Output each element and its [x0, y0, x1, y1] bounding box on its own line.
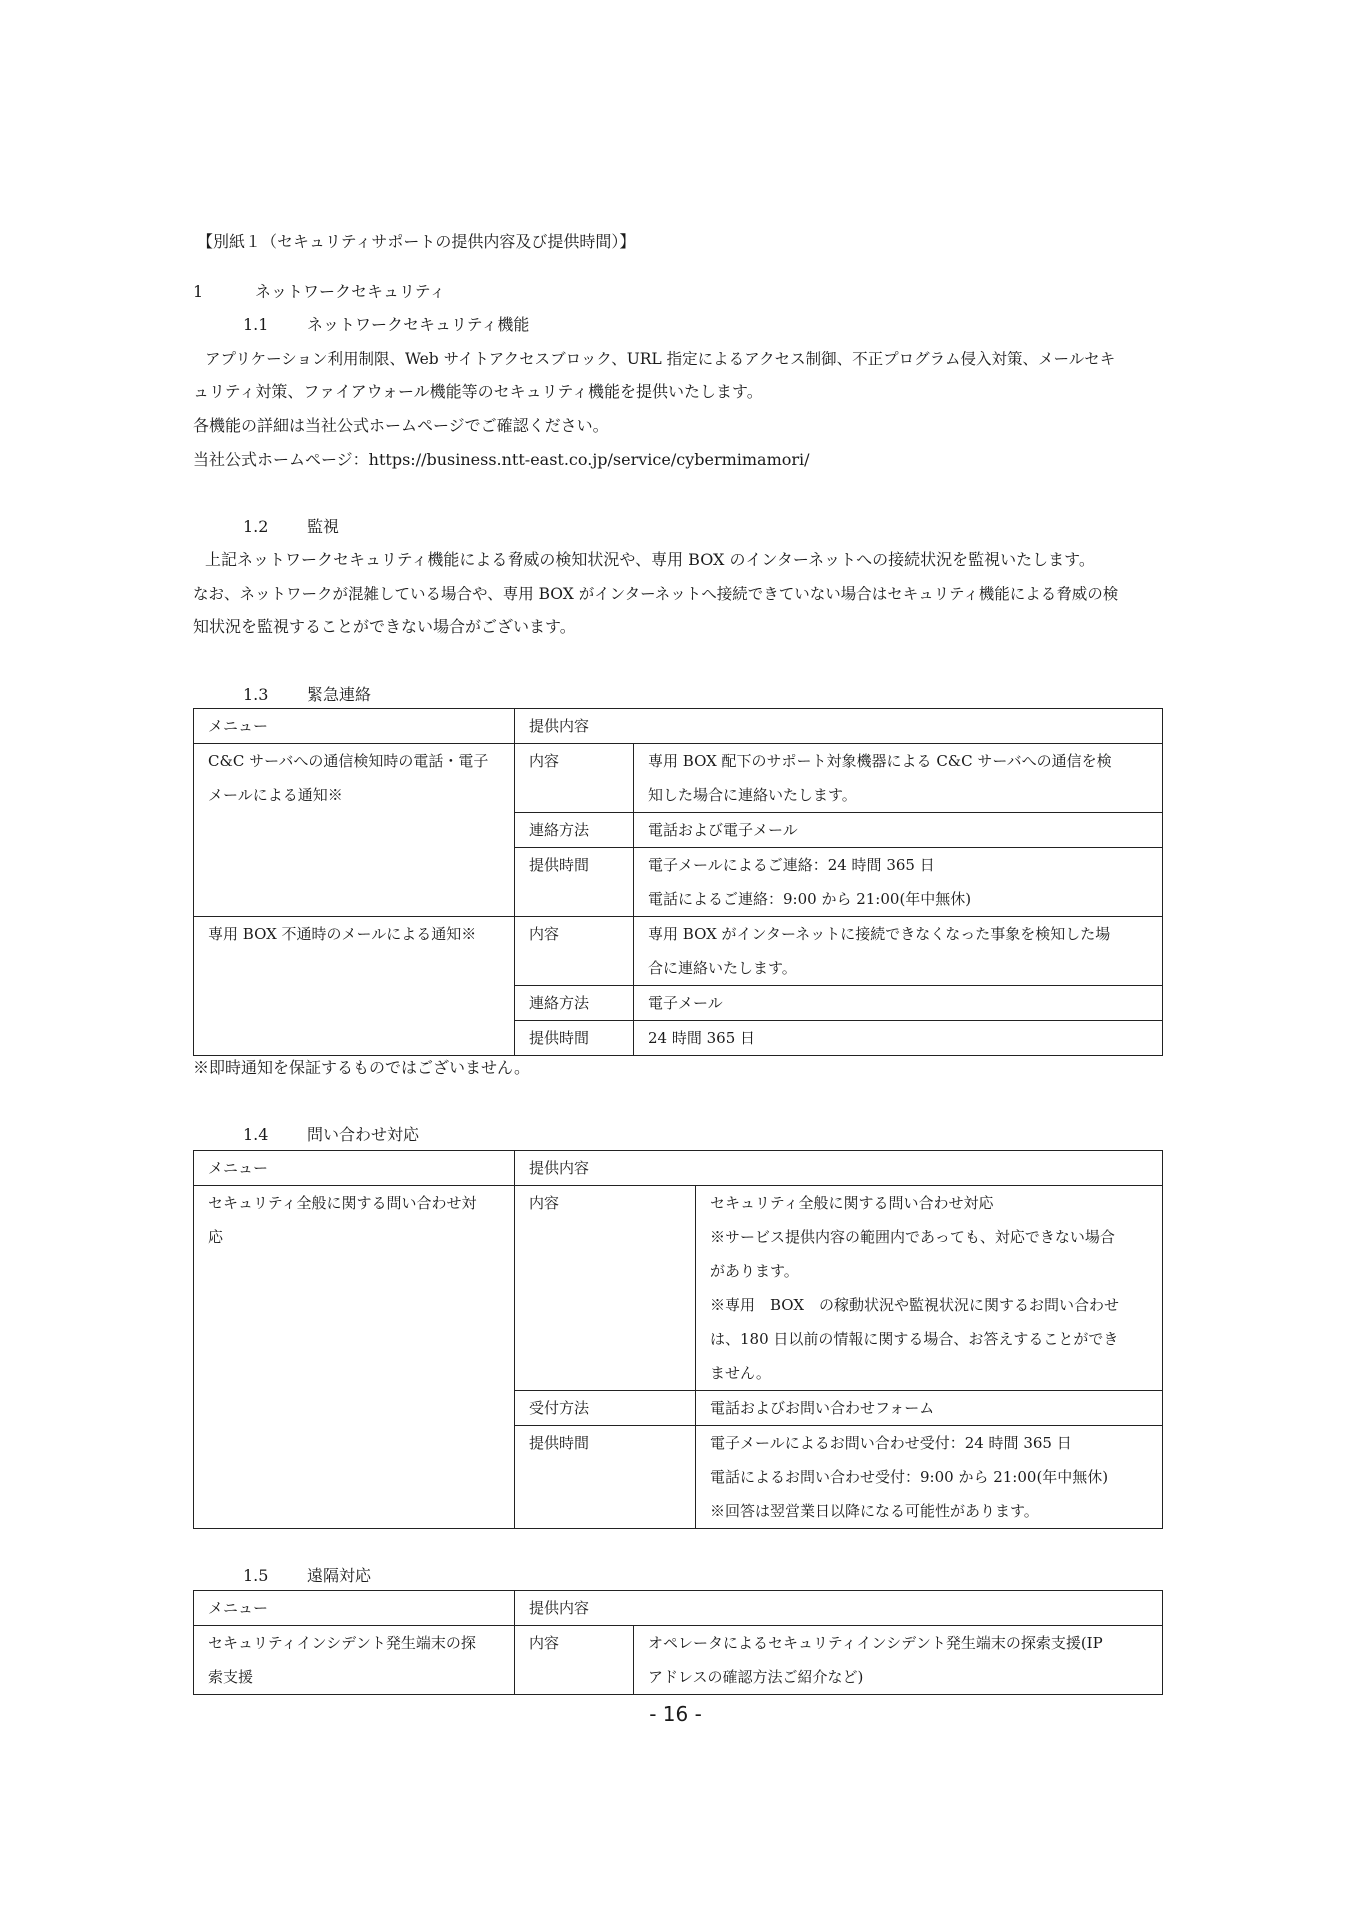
section-1-heading: [193, 282, 445, 302]
section-1-1-title: ネットワークセキュリティ機能: [307, 315, 530, 334]
value-cell: 電子メールによるお問い合わせ受付：24 時間 365 日 電話によるお問い合わせ受付：9:00 から 21:00(年中無休) ※回答は翌営業日以降になる可能性があります。: [696, 1426, 1163, 1529]
key-cell: 提供時間: [515, 1021, 634, 1056]
section-1-5-heading: [243, 1566, 371, 1586]
section-1-1-text-line: アプリケーション利用制限、Web サイトアクセスブロック、URL 指定によるアクセス制御、不正プログラム侵入対策、メールセキ: [205, 350, 1116, 368]
emergency-contact-table: [193, 708, 1163, 1056]
key-cell: 受付方法: [515, 1391, 696, 1426]
remote-support-table: [193, 1590, 1163, 1695]
key-cell: 連絡方法: [515, 986, 634, 1021]
table-row: [194, 1186, 1163, 1391]
section-1-title: ネットワークセキュリティ: [255, 282, 446, 301]
header-menu: メニュー: [194, 1151, 515, 1186]
key-cell: 内容: [515, 1186, 696, 1391]
key-cell: 提供時間: [515, 848, 634, 917]
section-1-1-heading: [243, 315, 529, 335]
value-cell: 24 時間 365 日: [634, 1021, 1163, 1056]
section-1-3-note: ※即時通知を保証するものではございません。: [193, 1058, 530, 1077]
key-cell: 連絡方法: [515, 813, 634, 848]
table-header-row: [194, 1591, 1163, 1626]
section-1-number: 1: [193, 282, 204, 301]
header-content: 提供内容: [515, 709, 1163, 744]
section-1-1-text-line: 各機能の詳細は当社公式ホームページでご確認ください。: [193, 416, 609, 435]
table-row: [194, 1626, 1163, 1695]
section-1-2-title: 監視: [307, 517, 340, 536]
value-cell: 電話およびお問い合わせフォーム: [696, 1391, 1163, 1426]
menu-cell: セキュリティインシデント発生端末の探 索支援: [194, 1626, 515, 1695]
key-cell: 内容: [515, 1626, 634, 1695]
menu-cell: セキュリティ全般に関する問い合わせ対 応: [194, 1186, 515, 1529]
section-1-2-text-line: なお、ネットワークが混雑している場合や、専用 BOX がインターネットへ接続できていない場合はセキュリティ機能による脅威の検: [193, 585, 1119, 603]
section-1-1-url-line: 当社公式ホームページ：https://business.ntt-east.co.jp/service/cybermimamori/: [193, 450, 810, 469]
table-header-row: [194, 709, 1163, 744]
document-title: 【別紙１（セキュリティサポートの提供内容及び提供時間）】: [197, 232, 636, 251]
section-1-2-text-line: 知状況を監視することができない場合がございます。: [193, 617, 576, 636]
header-menu: メニュー: [194, 709, 515, 744]
key-cell: 内容: [515, 917, 634, 986]
section-1-1-text-line: ュリティ対策、ファイアウォール機能等のセキュリティ機能を提供いたします。: [193, 382, 763, 401]
section-1-3-title: 緊急連絡: [307, 685, 372, 704]
section-1-5-number: 1.5: [243, 1566, 269, 1585]
table-header-row: [194, 1151, 1163, 1186]
menu-cell: C&C サーバへの通信検知時の電話・電子 メールによる通知※: [194, 744, 515, 917]
section-1-3-heading: [243, 685, 371, 705]
value-cell: 電話および電子メール: [634, 813, 1163, 848]
section-1-2-text-line: 上記ネットワークセキュリティ機能による脅威の検知状況や、専用 BOX のインターネットへの接続状況を監視いたします。: [205, 550, 1095, 569]
header-content: 提供内容: [515, 1151, 1163, 1186]
section-1-2-number: 1.2: [243, 517, 269, 536]
value-cell: セキュリティ全般に関する問い合わせ対応 ※サービス提供内容の範囲内であっても、対応できない場合 があります。 ※専用 BOX の稼動状況や監視状況に関するお問い合わせ は、180 日以前の情報に関する場合、お答えすることができ ません。: [696, 1186, 1163, 1391]
value-cell: 専用 BOX がインターネットに接続できなくなった事象を検知した場 合に連絡いたします。: [634, 917, 1163, 986]
value-cell: 専用 BOX 配下のサポート対象機器による C&C サーバへの通信を検 知した場合に連絡いたします。: [634, 744, 1163, 813]
section-1-2-heading: [243, 517, 339, 537]
section-1-1-number: 1.1: [243, 315, 269, 334]
menu-cell: 専用 BOX 不通時のメールによる通知※: [194, 917, 515, 1056]
page-number: - 16 -: [649, 1702, 702, 1726]
value-cell: 電子メール: [634, 986, 1163, 1021]
value-cell: オペレータによるセキュリティインシデント発生端末の探索支援(IP アドレスの確認方法ご紹介など): [634, 1626, 1163, 1695]
key-cell: 提供時間: [515, 1426, 696, 1529]
section-1-4-title: 問い合わせ対応: [307, 1125, 420, 1144]
table-row: [194, 744, 1163, 813]
inquiry-support-table: [193, 1150, 1163, 1529]
section-1-4-number: 1.4: [243, 1125, 269, 1144]
value-cell: 電子メールによるご連絡：24 時間 365 日 電話によるご連絡：9:00 から 21:00(年中無休): [634, 848, 1163, 917]
key-cell: 内容: [515, 744, 634, 813]
header-menu: メニュー: [194, 1591, 515, 1626]
section-1-5-title: 遠隔対応: [307, 1566, 372, 1585]
table-row: [194, 917, 1163, 986]
section-1-4-heading: [243, 1125, 419, 1145]
section-1-3-number: 1.3: [243, 685, 269, 704]
header-content: 提供内容: [515, 1591, 1163, 1626]
